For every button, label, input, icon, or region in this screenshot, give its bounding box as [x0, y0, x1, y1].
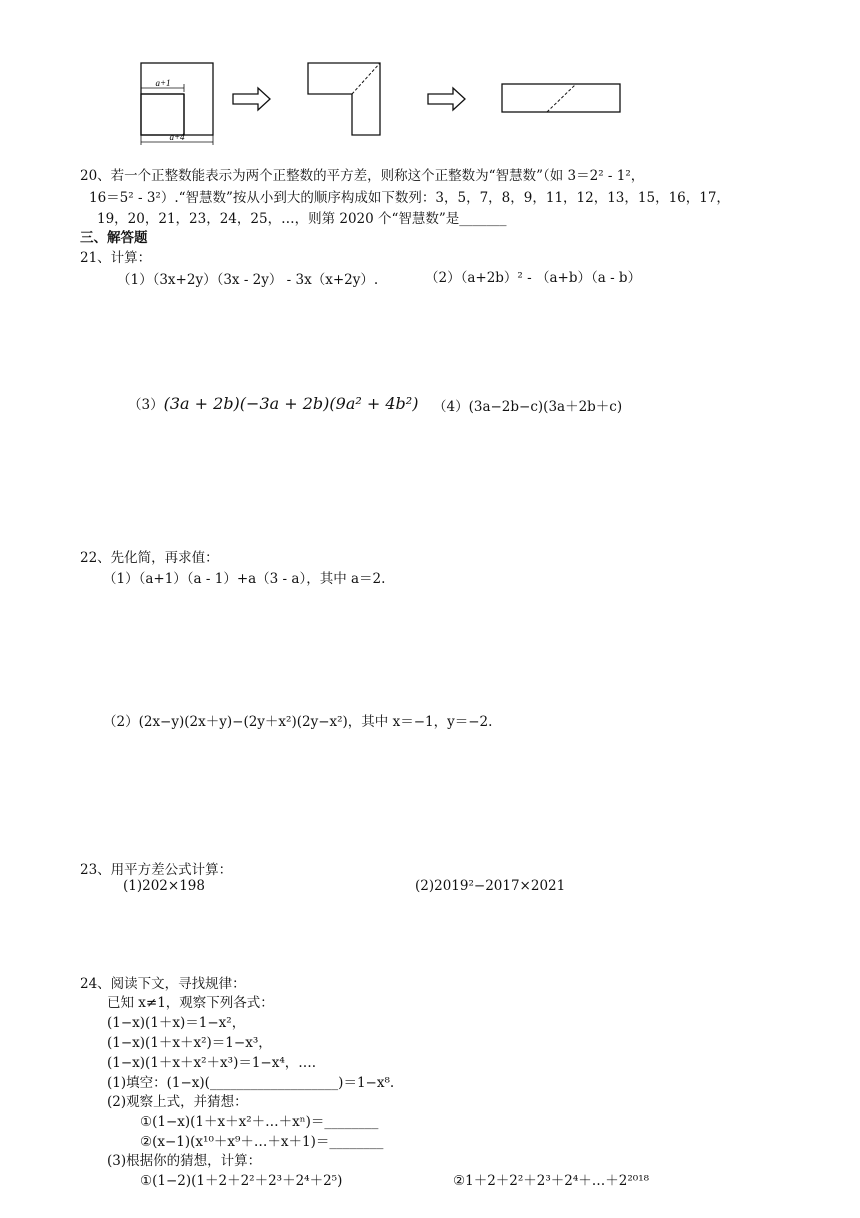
- arrow-right-icon: [428, 88, 465, 110]
- q20-line-2: 16＝5² - 3²）.“智慧数”按从小到大的顺序构成如下数列：3，5，7，8，9，11，12，13，15，16，17，: [89, 190, 730, 206]
- q21-part-1: （1）（3x+2y）（3x - 2y） - 3x（x+2y）.: [117, 272, 379, 288]
- q24-line-6: (2)观察上式，并猜想：: [107, 1094, 248, 1110]
- q24-line-11: ②1＋2＋2²＋2³＋2⁴＋…＋2²⁰¹⁸: [453, 1173, 650, 1189]
- geometry-figure: [0, 0, 860, 150]
- q24-line-7: ①(1−x)(1＋x＋x²＋…＋xⁿ)＝________: [140, 1114, 379, 1130]
- q22-part-1: （1）（a+1）（a - 1）+a（3 - a），其中 a＝2.: [103, 571, 386, 587]
- l-shape: [308, 63, 380, 135]
- q22-heading: 22、先化简，再求值：: [80, 550, 219, 566]
- q20-line-3: 19，20，21，23，24，25，…，则第 2020 个“智慧数”是_______: [97, 211, 507, 227]
- q21-part-3: [128, 393, 418, 413]
- q21-part-3-expr: (3a + 2b)(−3a + 2b)(9a² + 4b²): [163, 394, 419, 413]
- outer-square: [141, 63, 213, 135]
- q24-line-1: 已知 x≠1，观察下列各式：: [107, 995, 274, 1011]
- section-title: 三、解答题: [80, 230, 148, 246]
- q24-line-5: (1)填空：(1−x)(___________________)＝1−x⁸.: [107, 1075, 395, 1091]
- q23-part-2: (2)2019²−2017×2021: [415, 878, 566, 894]
- q24-line-8: ②(x−1)(x¹⁰＋x⁹＋…＋x＋1)＝________: [140, 1134, 384, 1150]
- q21-part-3-label: （3）: [128, 397, 164, 413]
- q24-line-9: (3)根据你的猜想，计算：: [107, 1153, 262, 1169]
- q24-heading: 24、阅读下文，寻找规律：: [80, 976, 246, 992]
- long-rectangle: [502, 84, 620, 112]
- label-a-plus-4: a+4: [169, 132, 185, 142]
- q20-line-1: 20、若一个正整数能表示为两个正整数的平方差，则称这个正整数为“智慧数”（如 3＝2² - 1²，: [80, 168, 645, 184]
- q21-part-4: （4）(3a−2b−c)(3a＋2b＋c): [433, 399, 623, 415]
- q24-line-4: (1−x)(1＋x＋x²＋x³)＝1−x⁴，….: [107, 1055, 317, 1071]
- inner-square: [141, 94, 184, 135]
- q24-line-2: (1−x)(1＋x)＝1−x²，: [107, 1015, 246, 1031]
- q21-heading: 21、计算：: [80, 250, 152, 266]
- q23-part-1: (1)202×198: [123, 878, 205, 894]
- q24-line-10: ①(1−2)(1＋2＋2²＋2³＋2⁴＋2⁵): [140, 1173, 343, 1189]
- arrow-right-icon: [233, 88, 270, 110]
- q24-line-3: (1−x)(1＋x＋x²)＝1−x³，: [107, 1035, 272, 1051]
- q23-heading: 23、用平方差公式计算：: [80, 862, 233, 878]
- label-a-plus-1: a+1: [155, 78, 171, 88]
- q22-part-2: （2）(2x−y)(2x＋y)−(2y＋x²)(2y−x²)，其中 x＝−1，y＝−2.: [103, 714, 493, 730]
- q21-part-2: （2）（a+2b）² - （a+b）（a - b）: [425, 270, 642, 286]
